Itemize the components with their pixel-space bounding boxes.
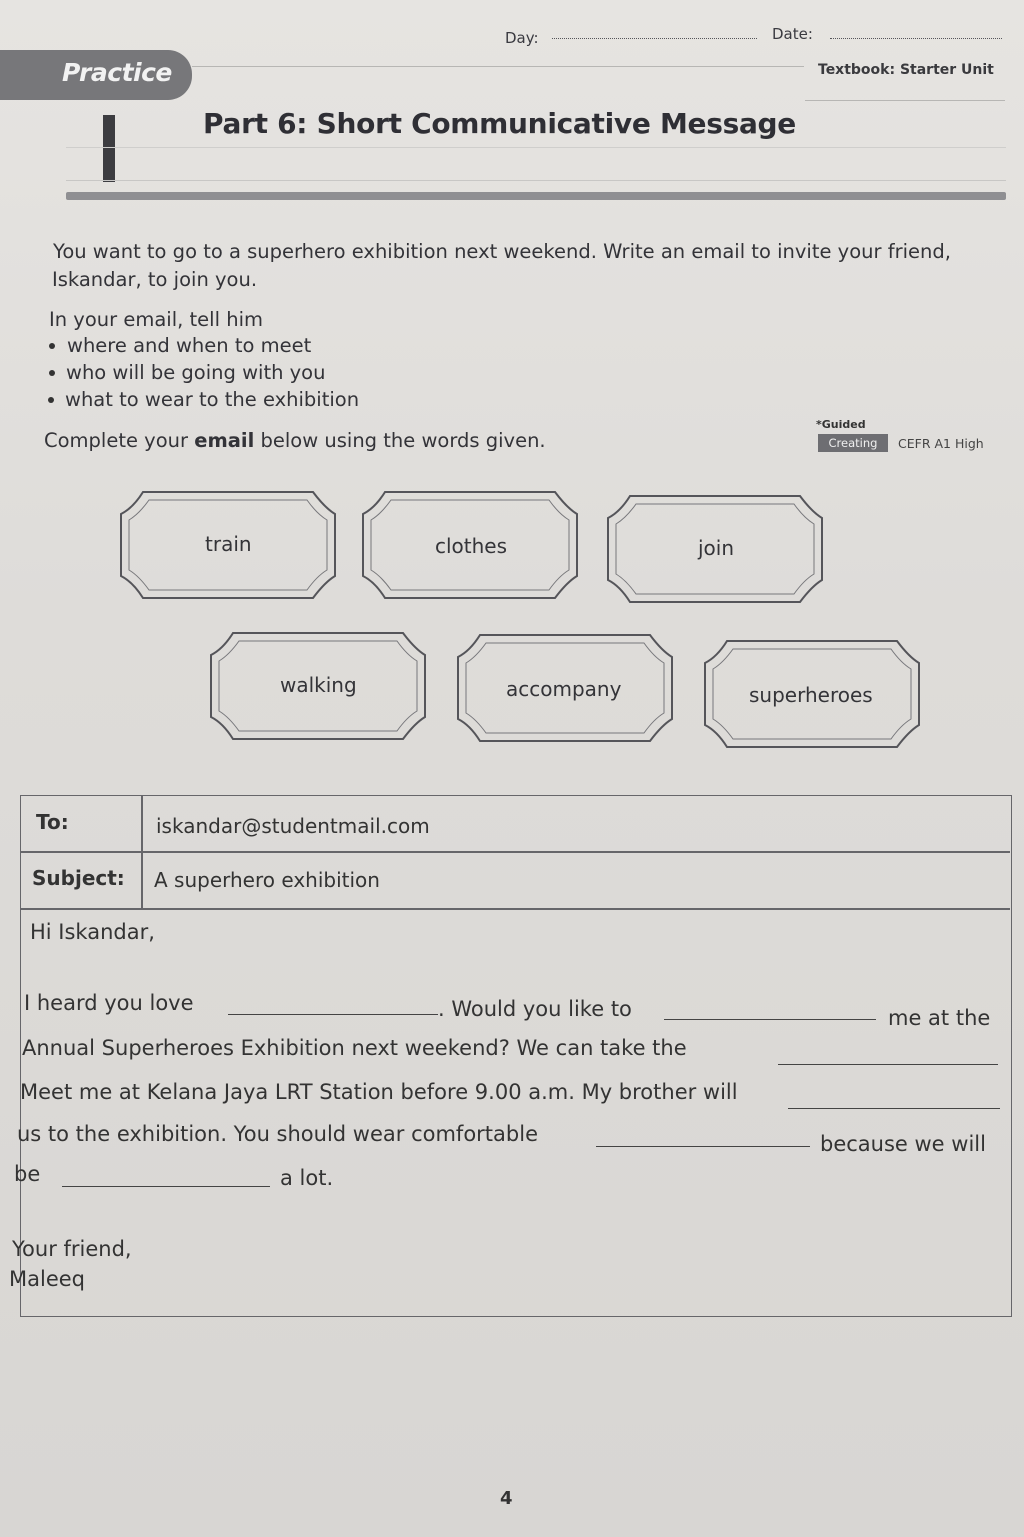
email-text: a lot.: [280, 1166, 334, 1190]
word-box-superheroes: [697, 633, 929, 755]
creating-badge: Creating: [818, 434, 888, 452]
word-box-train: [113, 484, 345, 606]
word-label: train: [205, 532, 252, 556]
greeting: Hi Iskandar,: [30, 920, 155, 944]
answer-blank-4[interactable]: [788, 1108, 1000, 1109]
subject-label: Subject:: [32, 866, 125, 890]
instruction-intro: In your email, tell him: [49, 308, 263, 331]
email-text: I heard you love: [24, 991, 194, 1015]
to-field[interactable]: iskandar@studentmail.com: [156, 814, 430, 838]
bullet-item: who will be going with you: [66, 361, 326, 384]
sign-off: Your friend,: [12, 1237, 132, 1261]
header-rule-right: [805, 100, 1005, 101]
guided-tag: *Guided: [816, 418, 866, 431]
email-text: Annual Superheroes Exhibition next weekend? We can take the: [22, 1036, 687, 1060]
bullet-dot: [49, 370, 55, 376]
day-field-line: [552, 38, 757, 39]
word-label: join: [698, 536, 735, 560]
email-text: . Would you like to: [438, 997, 632, 1021]
answer-blank-5[interactable]: [596, 1146, 810, 1147]
word-box-accompany: [450, 627, 682, 749]
email-text: me at the: [888, 1006, 991, 1030]
bullet-item: where and when to meet: [67, 334, 312, 357]
instruction-line-2: Iskandar, to join you.: [52, 268, 258, 291]
word-label: accompany: [506, 677, 622, 701]
date-label: Date:: [772, 25, 813, 43]
row-divider: [20, 851, 1010, 853]
answer-blank-6[interactable]: [62, 1186, 270, 1187]
section-divider: [66, 192, 1006, 200]
bullet-dot: [49, 343, 55, 349]
page-number: 4: [500, 1488, 513, 1509]
signature: Maleeq: [9, 1267, 85, 1291]
word-box-walking: [203, 625, 435, 747]
answer-blank-3[interactable]: [778, 1064, 998, 1065]
word-box-join: [600, 488, 832, 610]
email-text: Meet me at Kelana Jaya LRT Station before 9.00 a.m. My brother will: [20, 1080, 738, 1104]
header-rule: [192, 66, 804, 67]
bullet-item: what to wear to the exhibition: [65, 388, 360, 411]
subject-field[interactable]: A superhero exhibition: [154, 868, 380, 892]
textbook-label: Textbook: Starter Unit: [818, 62, 994, 78]
cefr-level: CEFR A1 High: [898, 436, 984, 451]
column-divider: [141, 795, 143, 908]
word-box-clothes: [355, 484, 587, 606]
instruction-line-1: You want to go to a superhero exhibition next weekend. Write an email to invite your friend,: [53, 240, 951, 263]
complete-text-bold: email: [194, 429, 255, 452]
email-text: be: [14, 1162, 41, 1186]
section-marker: [103, 115, 115, 182]
section-rule-faint-2: [66, 180, 1006, 181]
to-label: To:: [36, 810, 69, 834]
section-rule-faint: [66, 147, 1006, 148]
section-title: Part 6: Short Communicative Message: [203, 107, 796, 140]
word-label: superheroes: [749, 683, 873, 707]
day-label: Day:: [505, 29, 539, 47]
email-text: us to the exhibition. You should wear comfortable: [17, 1122, 538, 1146]
practice-label: Practice: [62, 58, 172, 87]
word-label: walking: [280, 673, 357, 697]
word-label: clothes: [435, 534, 508, 558]
complete-instruction: [44, 429, 546, 452]
complete-text-end: below using the words given.: [254, 429, 546, 452]
answer-blank-2[interactable]: [664, 1019, 876, 1020]
email-text: because we will: [820, 1132, 986, 1156]
date-field-line: [830, 38, 1002, 39]
bullet-dot: [48, 397, 54, 403]
row-divider: [20, 908, 1010, 910]
complete-text-start: Complete your: [44, 429, 195, 452]
answer-blank-1[interactable]: [228, 1014, 438, 1015]
